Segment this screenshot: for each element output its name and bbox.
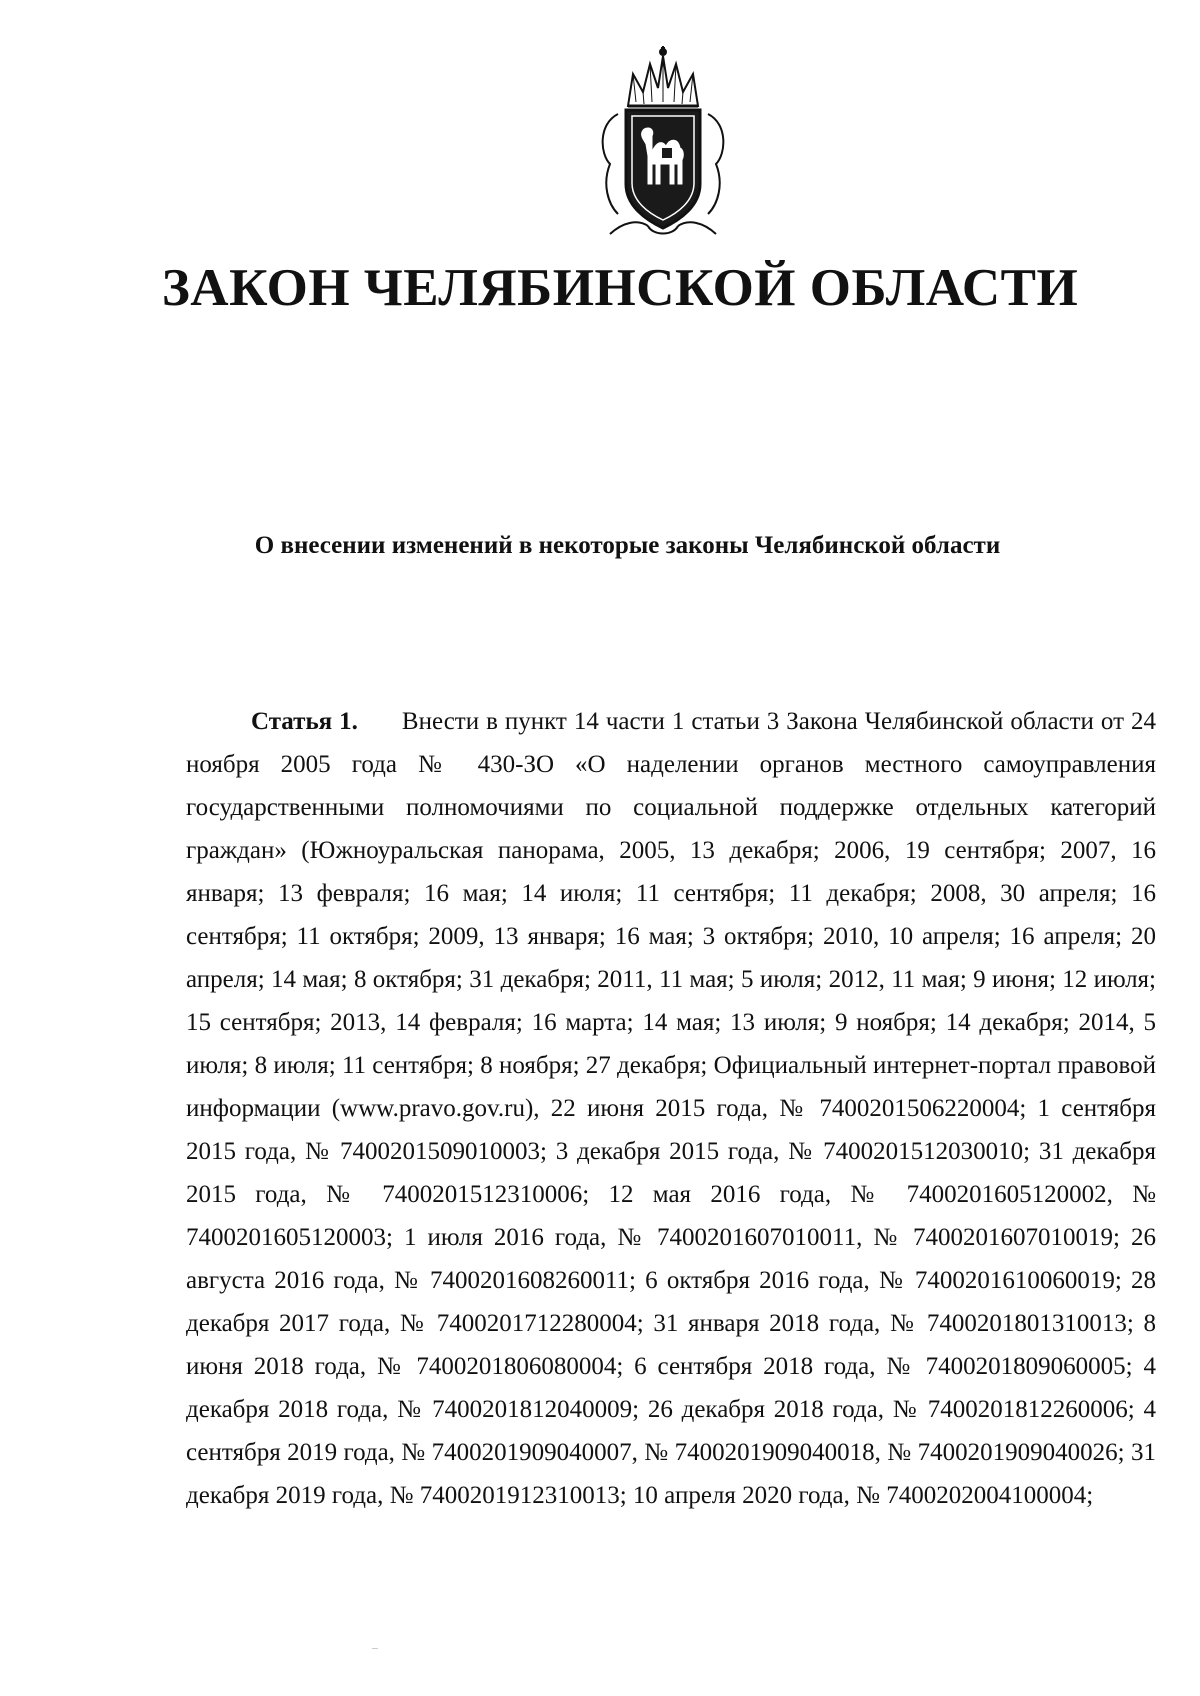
article-label: Статья 1.	[251, 708, 358, 735]
article-text: Внести в пункт 14 части 1 статьи 3 Закона Челябинской области от 24 ноября 2005 года № 430-ЗО «О наделении органов местного самоуправления государственными полномочиями по социальной поддержке отдельных категорий граждан» (Южноуральская панорама, 2005, 13 декабря; 2006, 19 сентября; 2007, 16 января; 13 февраля; 16 мая; 14 июля; 11 сентября; 11 декабря; 2008, 30 апреля; 16 сентября; 11 октября; 2009, 13 января; 16 мая; 3 октября; 2010, 10 апреля; 16 апреля; 20 апреля; 14 мая; 8 октября; 31 декабря; 2011, 11 мая; 5 июля; 2012, 11 мая; 9 июня; 12 июля; 15 сентября; 2013, 14 февраля; 16 марта; 14 мая; 13 июля; 9 ноября; 14 декабря; 2014, 5 июля; 8 июля; 11 сентября; 8 ноября; 27 декабря; Официальный интернет-портал правовой информации (www.pravo.gov.ru), 22 июня 2015 года, № 7400201506220004; 1 сентября 2015 года, № 7400201509010003; 3 декабря 2015 года, № 7400201512030010; 31 декабря 2015 года, № 7400201512310006; 12 мая 2016 года, № 7400201605120002, № 7400201605120003; 1 июля 2016 года, № 7400201607010011, № 7400201607010019; 26 августа 2016 года, № 7400201608260011; 6 октября 2016 года, № 7400201610060019; 28 декабря 2017 года, № 7400201712280004; 31 января 2018 года, № 7400201801310013; 8 июня 2018 года, № 7400201806080004; 6 сентября 2018 года, № 7400201809060005; 4 декабря 2018 года, № 7400201812040009; 26 декабря 2018 года, № 7400201812260006; 4 сентября 2019 года, № 7400201909040007, № 7400201909040018, № 7400201909040026; 31 декабря 2019 года, № 7400201912310013; 10 апреля 2020 года, № 7400202004100004;	[186, 708, 1156, 1509]
article-1	[186, 700, 1156, 1517]
law-subtitle: О внесении изменений в некоторые законы Челябинской области	[254, 532, 1001, 559]
scan-artifact	[372, 1648, 378, 1649]
coat-of-arms-icon	[588, 44, 738, 244]
law-title: ЗАКОН ЧЕЛЯБИНСКОЙ ОБЛАСТИ	[161, 259, 1079, 317]
